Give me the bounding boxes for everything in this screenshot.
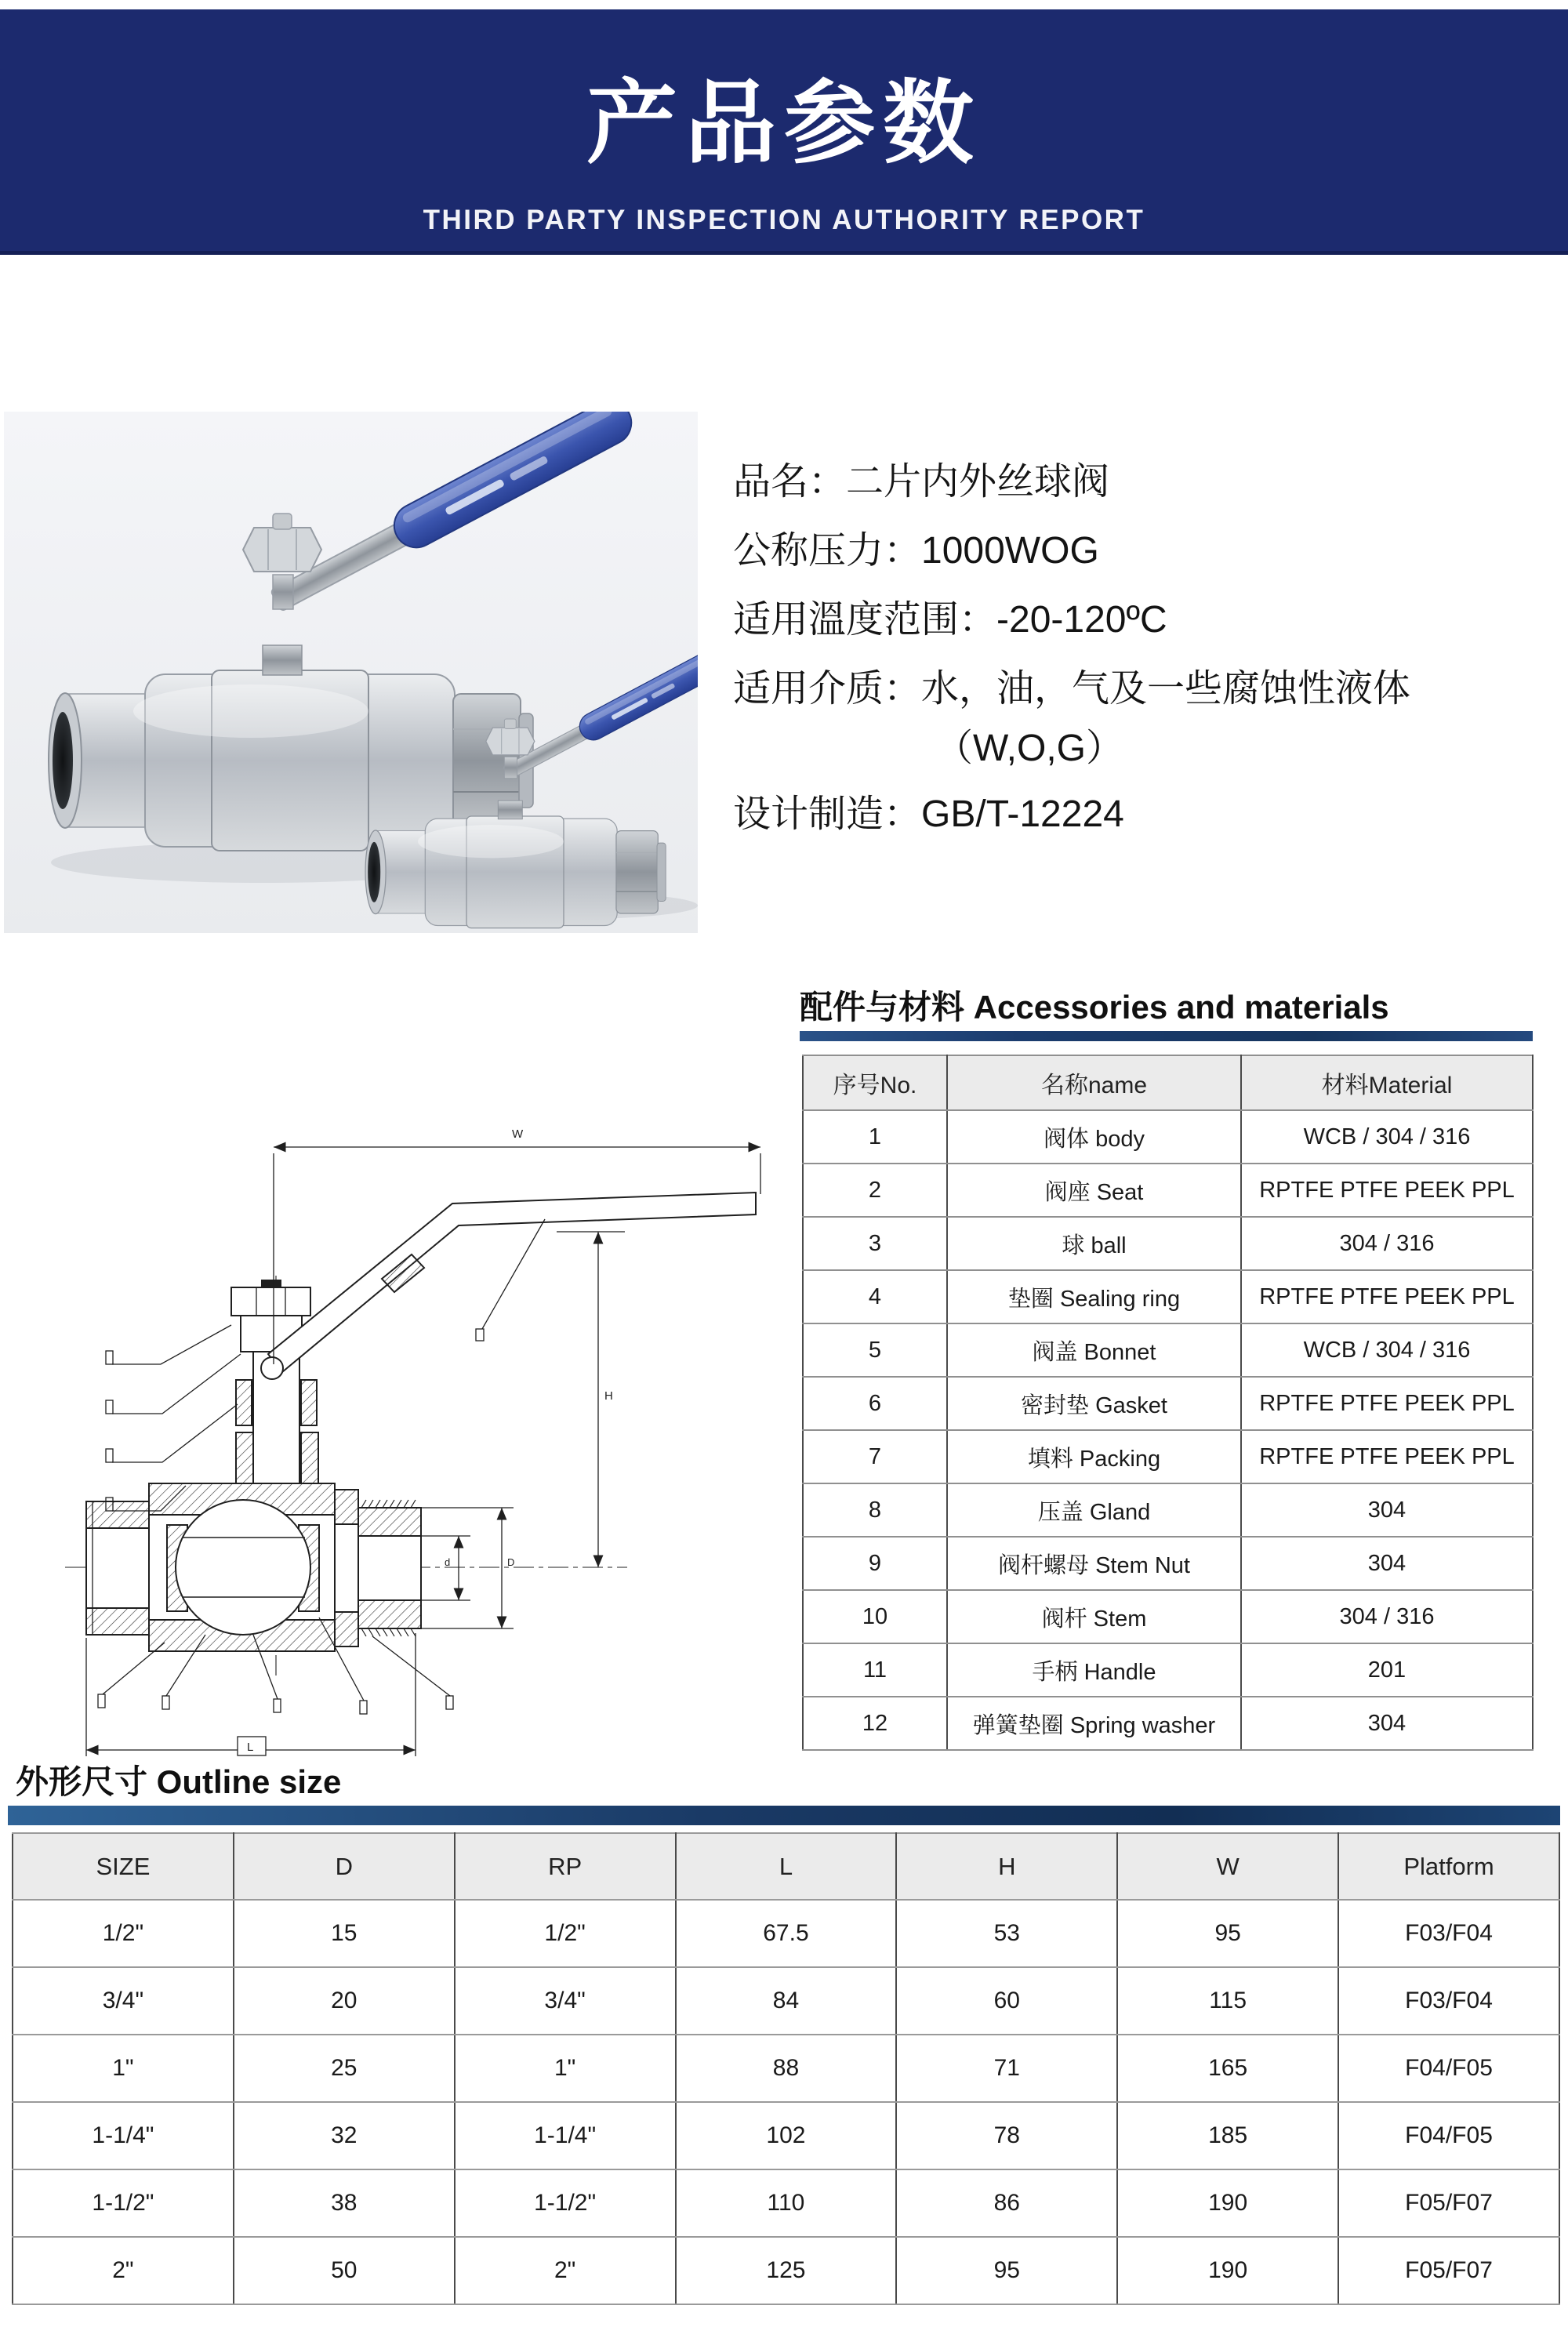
outline-title: 外形尺寸 Outline size (16, 1763, 342, 1800)
cell-name: 垫圈 Sealing ring (947, 1270, 1241, 1323)
spec-line-pressure (733, 520, 1099, 574)
table-row (803, 1323, 1533, 1377)
accessories-title: 配件与材料 Accessories and materials (800, 989, 1389, 1026)
table-row (803, 1377, 1533, 1430)
technical-drawing (43, 1094, 796, 1760)
cell-h: 95 (896, 2237, 1117, 2304)
cell-w: 190 (1117, 2237, 1338, 2304)
cell-size: 1-1/4" (13, 2102, 234, 2169)
table-header-row (803, 1055, 1533, 1110)
spec-line-medium-cont: （W,O,G） (935, 728, 1124, 769)
valve-section-drawing (43, 1094, 796, 1760)
spec-value: 二片内外丝球阀 (846, 461, 1110, 503)
col-header-no: 序号No. (803, 1055, 947, 1110)
spec-line-standard (733, 783, 1124, 837)
cell-l: 67.5 (676, 1900, 897, 1967)
dim-label-d: d (445, 1556, 451, 1568)
cell-no: 10 (803, 1590, 947, 1643)
col-header-material: 材料Material (1241, 1055, 1533, 1110)
spec-line-medium (733, 658, 1410, 712)
table-row (803, 1430, 1533, 1483)
cell-h: 78 (896, 2102, 1117, 2169)
dim-label-w: W (512, 1127, 524, 1141)
cell-no: 8 (803, 1483, 947, 1537)
cell-name: 阀体 body (947, 1110, 1241, 1164)
spec-label: 品名： (733, 461, 847, 503)
cell-w: 185 (1117, 2102, 1338, 2169)
cell-name: 压盖 Gland (947, 1483, 1241, 1537)
outline-divider-bar (8, 1806, 1560, 1825)
spec-line-temperature (733, 589, 1167, 643)
cell-no: 4 (803, 1270, 947, 1323)
cell-l: 102 (676, 2102, 897, 2169)
col-header-l: L (676, 1833, 897, 1900)
outline-size-table (12, 1832, 1560, 2305)
cell-h: 60 (896, 1967, 1117, 2035)
table-row (803, 1483, 1533, 1537)
col-header-d: D (234, 1833, 455, 1900)
table-row (803, 1217, 1533, 1270)
cell-no: 12 (803, 1697, 947, 1750)
cell-material: 304 / 316 (1241, 1217, 1533, 1270)
cell-size: 1/2" (13, 1900, 234, 1967)
cell-d: 15 (234, 1900, 455, 1967)
cell-rp: 1-1/2" (455, 2169, 676, 2237)
table-row (13, 2102, 1559, 2169)
cell-h: 71 (896, 2035, 1117, 2102)
spec-label: 设计制造： (733, 793, 922, 835)
cell-material: RPTFE PTFE PEEK PPL (1241, 1270, 1533, 1323)
cell-d: 25 (234, 2035, 455, 2102)
cell-material: WCB / 304 / 316 (1241, 1323, 1533, 1377)
cell-name: 手柄 Handle (947, 1643, 1241, 1697)
cell-size: 3/4" (13, 1967, 234, 2035)
col-header-platform: Platform (1338, 1833, 1559, 1900)
cell-platform: F05/F07 (1338, 2237, 1559, 2304)
cell-material: RPTFE PTFE PEEK PPL (1241, 1430, 1533, 1483)
cell-name: 密封垫 Gasket (947, 1377, 1241, 1430)
cell-name: 阀杆螺母 Stem Nut (947, 1537, 1241, 1590)
cell-h: 86 (896, 2169, 1117, 2237)
table-row (803, 1590, 1533, 1643)
table-header-row (13, 1833, 1559, 1900)
cell-l: 125 (676, 2237, 897, 2304)
cell-name: 阀杆 Stem (947, 1590, 1241, 1643)
table-row (13, 1900, 1559, 1967)
spec-label: 公称压力： (733, 530, 922, 572)
accessories-table (802, 1055, 1534, 1751)
cell-rp: 3/4" (455, 1967, 676, 2035)
spec-value: 1000WOG (921, 530, 1099, 572)
dim-label-h: H (604, 1389, 613, 1403)
cell-w: 190 (1117, 2169, 1338, 2237)
cell-d: 50 (234, 2237, 455, 2304)
table-row (13, 1967, 1559, 2035)
spec-label: 适用溫度范围： (733, 599, 997, 641)
cell-l: 110 (676, 2169, 897, 2237)
cell-w: 115 (1117, 1967, 1338, 2035)
cell-no: 6 (803, 1377, 947, 1430)
table-row (13, 2169, 1559, 2237)
dim-label-dd: D (507, 1556, 515, 1568)
cell-h: 53 (896, 1900, 1117, 1967)
cell-size: 1-1/2" (13, 2169, 234, 2237)
cell-material: RPTFE PTFE PEEK PPL (1241, 1377, 1533, 1430)
cell-rp: 2" (455, 2237, 676, 2304)
cell-size: 1" (13, 2035, 234, 2102)
spec-value: GB/T-12224 (921, 793, 1124, 835)
table-row (803, 1110, 1533, 1164)
spec-line-name (733, 451, 1109, 505)
cell-no: 7 (803, 1430, 947, 1483)
table-row (13, 2237, 1559, 2304)
cell-name: 球 ball (947, 1217, 1241, 1270)
cell-material: WCB / 304 / 316 (1241, 1110, 1533, 1164)
cell-platform: F03/F04 (1338, 1900, 1559, 1967)
cell-name: 填料 Packing (947, 1430, 1241, 1483)
cell-platform: F03/F04 (1338, 1967, 1559, 2035)
spec-value: 水，油，气及一些腐蚀性液体 (921, 668, 1411, 710)
cell-d: 32 (234, 2102, 455, 2169)
page-title: 产品参数 (586, 72, 982, 174)
col-header-name: 名称name (947, 1055, 1241, 1110)
cell-platform: F04/F05 (1338, 2102, 1559, 2169)
cell-material: 304 (1241, 1537, 1533, 1590)
col-header-h: H (896, 1833, 1117, 1900)
product-photo (4, 412, 698, 933)
header-banner (0, 9, 1568, 255)
cell-no: 11 (803, 1643, 947, 1697)
col-header-rp: RP (455, 1833, 676, 1900)
dim-label-l: L (247, 1741, 254, 1754)
accessories-divider-bar (800, 1031, 1533, 1041)
cell-w: 165 (1117, 2035, 1338, 2102)
cell-no: 1 (803, 1110, 947, 1164)
cell-material: 304 (1241, 1483, 1533, 1537)
product-photo-image (4, 412, 698, 933)
cell-l: 84 (676, 1967, 897, 2035)
cell-l: 88 (676, 2035, 897, 2102)
spec-label: 适用介质： (733, 668, 922, 710)
cell-d: 20 (234, 1967, 455, 2035)
page-subtitle: THIRD PARTY INSPECTION AUTHORITY REPORT (423, 205, 1145, 235)
table-row (803, 1697, 1533, 1750)
cell-w: 95 (1117, 1900, 1338, 1967)
cell-rp: 1/2" (455, 1900, 676, 1967)
cell-material: 304 / 316 (1241, 1590, 1533, 1643)
cell-material: 201 (1241, 1643, 1533, 1697)
cell-d: 38 (234, 2169, 455, 2237)
spec-value: -20-120ºC (996, 599, 1167, 641)
cell-size: 2" (13, 2237, 234, 2304)
cell-platform: F04/F05 (1338, 2035, 1559, 2102)
cell-rp: 1" (455, 2035, 676, 2102)
table-row (803, 1270, 1533, 1323)
col-header-size: SIZE (13, 1833, 234, 1900)
cell-name: 弹簧垫圈 Spring washer (947, 1697, 1241, 1750)
table-row (803, 1164, 1533, 1217)
cell-no: 9 (803, 1537, 947, 1590)
cell-no: 3 (803, 1217, 947, 1270)
table-row (803, 1643, 1533, 1697)
col-header-w: W (1117, 1833, 1338, 1900)
cell-no: 2 (803, 1164, 947, 1217)
cell-name: 阀座 Seat (947, 1164, 1241, 1217)
table-row (803, 1537, 1533, 1590)
cell-platform: F05/F07 (1338, 2169, 1559, 2237)
cell-name: 阀盖 Bonnet (947, 1323, 1241, 1377)
cell-rp: 1-1/4" (455, 2102, 676, 2169)
cell-material: 304 (1241, 1697, 1533, 1750)
table-row (13, 2035, 1559, 2102)
cell-no: 5 (803, 1323, 947, 1377)
cell-material: RPTFE PTFE PEEK PPL (1241, 1164, 1533, 1217)
